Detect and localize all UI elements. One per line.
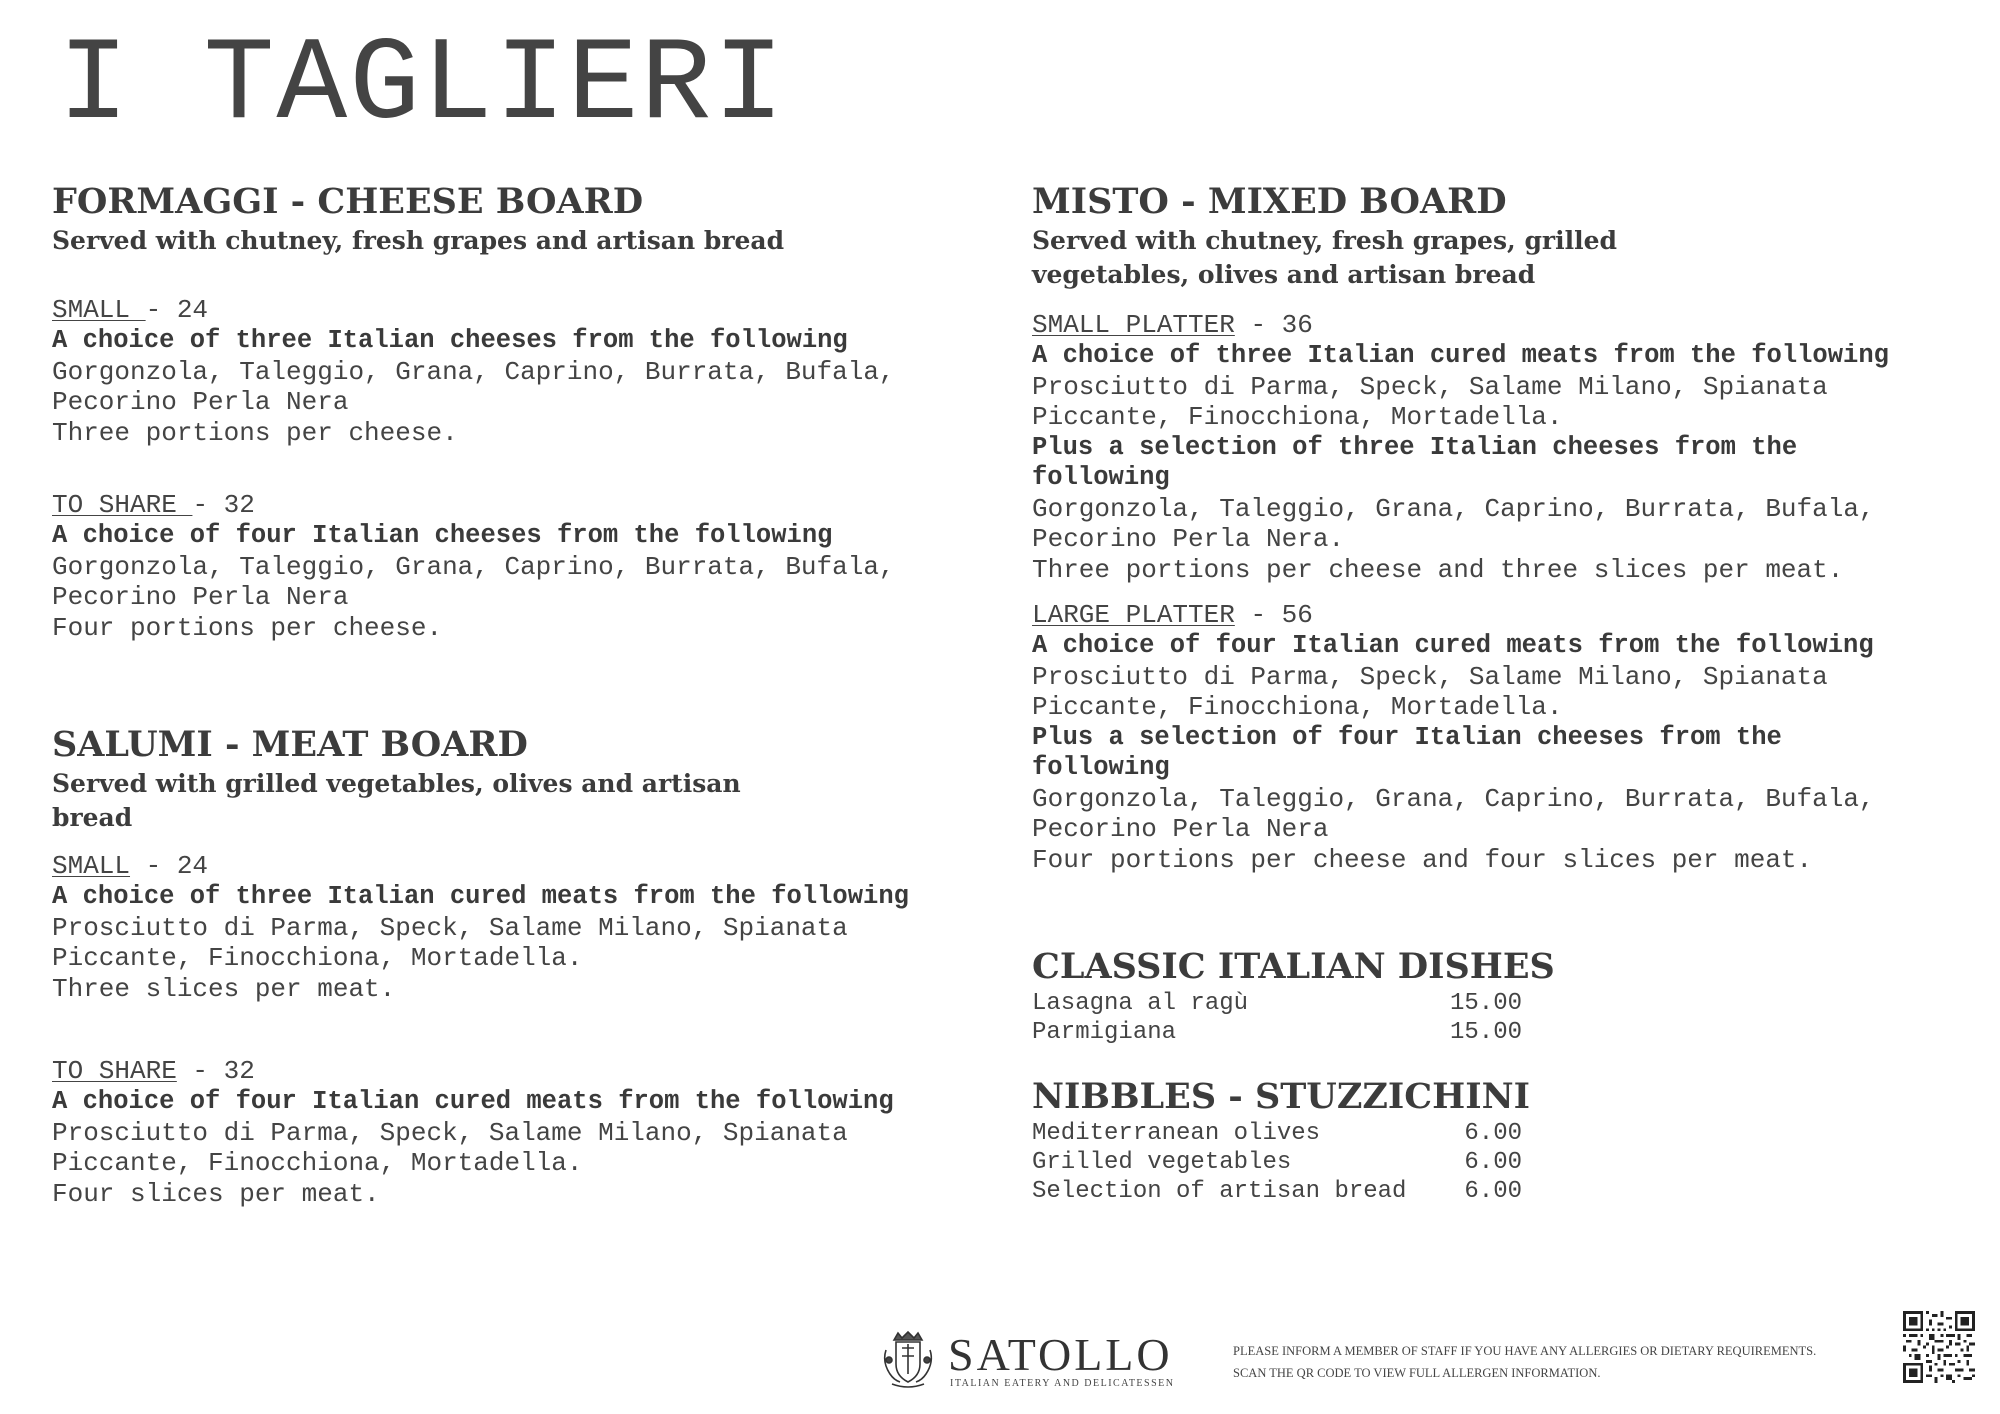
detail-line: Four slices per meat. [52, 1178, 380, 1209]
choice-line: A choice of four Italian cured meats from the following [1032, 631, 1874, 660]
nibble-row [1032, 1148, 1522, 1177]
allergen-note [1233, 1340, 1816, 1384]
item-heading [52, 1056, 982, 1087]
size-label: SMALL [52, 295, 146, 325]
dish-price: 15.00 [1449, 1019, 1522, 1046]
misto-section [1032, 180, 1972, 875]
detail-line: Piccante, Finocchiona, Mortadella. [52, 943, 583, 973]
price-label: - 32 [192, 490, 255, 520]
price-label: - 24 [145, 295, 209, 325]
nibbles-section [1032, 1075, 1972, 1206]
nibble-name: Grilled vegetables [1032, 1149, 1292, 1176]
detail-line: Pecorino Perla Nera. [1032, 524, 1345, 554]
detail-line: Piccante, Finocchiona, Mortadella. [52, 1148, 583, 1178]
nibble-name: Mediterranean olives [1032, 1120, 1321, 1147]
page-title: I TAGLIERI [58, 20, 787, 153]
price-label: - 32 [176, 1056, 255, 1086]
nibble-price: 6.00 [1464, 1178, 1522, 1205]
detail-line: Gorgonzola, Taleggio, Grana, Caprino, Burrata, Bufala, [52, 551, 895, 582]
salumi-subtitle: bread [52, 803, 133, 832]
nibbles-title: NIBBLES - STUZZICHINI [1032, 1076, 1530, 1117]
classic-section [1032, 945, 1972, 1047]
size-label: TO SHARE [52, 490, 193, 520]
detail-line: Three portions per cheese and three slices per meat. [1032, 554, 1844, 585]
detail-line: Prosciutto di Parma, Speck, Salame Milano, Spianata [1032, 371, 1828, 402]
logo-tagline: ITALIAN EATERY AND DELICATESSEN [950, 1378, 1175, 1389]
item-heading [52, 295, 982, 326]
nibble-price: 6.00 [1464, 1149, 1522, 1176]
choice-line: A choice of three Italian cheeses from the following [52, 326, 848, 355]
item-heading [52, 851, 982, 882]
misto-small-platter [1032, 310, 1972, 585]
salumi-small [52, 851, 982, 1004]
dish-row [1032, 989, 1522, 1018]
choice-line: A choice of three Italian cured meats from the following [52, 882, 909, 911]
logo-wordmark: SATOLLO [948, 1329, 1173, 1380]
nibble-name: Selection of artisan bread [1032, 1178, 1407, 1205]
qr-code-icon[interactable] [1903, 1311, 1975, 1383]
formaggi-title: FORMAGGI - CHEESE BOARD [52, 181, 644, 222]
misto-large-platter [1032, 600, 1972, 875]
plus-line: following [1032, 463, 1170, 492]
detail-line: Gorgonzola, Taleggio, Grana, Caprino, Burrata, Bufala, [1032, 783, 1875, 814]
size-label: SMALL [52, 851, 131, 881]
price-label: - 24 [130, 851, 209, 881]
nibble-row [1032, 1119, 1522, 1148]
size-label: SMALL PLATTER [1032, 310, 1235, 340]
dish-row [1032, 1018, 1522, 1047]
formaggi-share [52, 490, 982, 643]
dish-name: Lasagna al ragù [1032, 990, 1249, 1017]
allergen-note-line: PLEASE INFORM A MEMBER OF STAFF IF YOU HAVE ANY ALLERGIES OR DIETARY REQUIREMENTS. [1233, 1344, 1817, 1358]
classic-title: CLASSIC ITALIAN DISHES [1032, 946, 1555, 987]
plus-line: Plus a selection of four Italian cheeses from the [1032, 722, 1782, 752]
size-label: TO SHARE [52, 1056, 177, 1086]
crest-icon [880, 1330, 936, 1388]
detail-line: Gorgonzola, Taleggio, Grana, Caprino, Burrata, Bufala, [52, 356, 895, 387]
right-column [1032, 180, 1972, 1206]
detail-line: Pecorino Perla Nera [52, 582, 349, 612]
formaggi-section [52, 180, 982, 643]
detail-line: Piccante, Finocchiona, Mortadella. [1032, 402, 1563, 432]
misto-subtitle: Served with chutney, fresh grapes, grilled [1032, 226, 1617, 255]
detail-line: Four portions per cheese. [52, 612, 443, 643]
price-label: - 36 [1234, 310, 1313, 340]
price-label: - 56 [1234, 600, 1313, 630]
dish-price: 15.00 [1449, 990, 1522, 1017]
item-heading [1032, 600, 1972, 631]
plus-line: following [1032, 753, 1170, 782]
plus-line: Plus a selection of three Italian cheeses from the [1032, 432, 1798, 462]
formaggi-subtitle: Served with chutney, fresh grapes and artisan bread [52, 226, 785, 255]
dish-name: Parmigiana [1032, 1019, 1177, 1046]
detail-line: Four portions per cheese and four slices per meat. [1032, 844, 1813, 875]
allergen-note-line: SCAN THE QR CODE TO VIEW FULL ALLERGEN INFORMATION. [1233, 1366, 1601, 1380]
salumi-share [52, 1056, 982, 1209]
detail-line: Piccante, Finocchiona, Mortadella. [1032, 692, 1563, 722]
detail-line: Three slices per meat. [52, 973, 396, 1004]
detail-line: Prosciutto di Parma, Speck, Salame Milano, Spianata [52, 912, 848, 943]
choice-line: A choice of three Italian cured meats from the following [1032, 341, 1889, 370]
left-column [52, 180, 982, 1209]
item-heading [52, 490, 982, 521]
detail-line: Pecorino Perla Nera [1032, 814, 1329, 844]
size-label: LARGE PLATTER [1032, 600, 1235, 630]
nibble-row [1032, 1177, 1522, 1206]
choice-line: A choice of four Italian cheeses from the following [52, 521, 833, 550]
detail-line: Prosciutto di Parma, Speck, Salame Milano, Spianata [52, 1117, 848, 1148]
salumi-subtitle: Served with grilled vegetables, olives and artisan [52, 769, 741, 798]
item-heading [1032, 310, 1972, 341]
formaggi-small [52, 295, 982, 448]
detail-line: Gorgonzola, Taleggio, Grana, Caprino, Burrata, Bufala, [1032, 493, 1875, 524]
salumi-title: SALUMI - MEAT BOARD [52, 724, 528, 765]
detail-line: Three portions per cheese. [52, 417, 458, 448]
misto-subtitle: vegetables, olives and artisan bread [1032, 260, 1536, 289]
detail-line: Prosciutto di Parma, Speck, Salame Milano, Spianata [1032, 661, 1828, 692]
satollo-logo [880, 1328, 1175, 1394]
nibble-price: 6.00 [1464, 1120, 1522, 1147]
detail-line: Pecorino Perla Nera [52, 387, 349, 417]
misto-title: MISTO - MIXED BOARD [1032, 181, 1507, 222]
salumi-section [52, 723, 982, 1209]
choice-line: A choice of four Italian cured meats from the following [52, 1087, 894, 1116]
